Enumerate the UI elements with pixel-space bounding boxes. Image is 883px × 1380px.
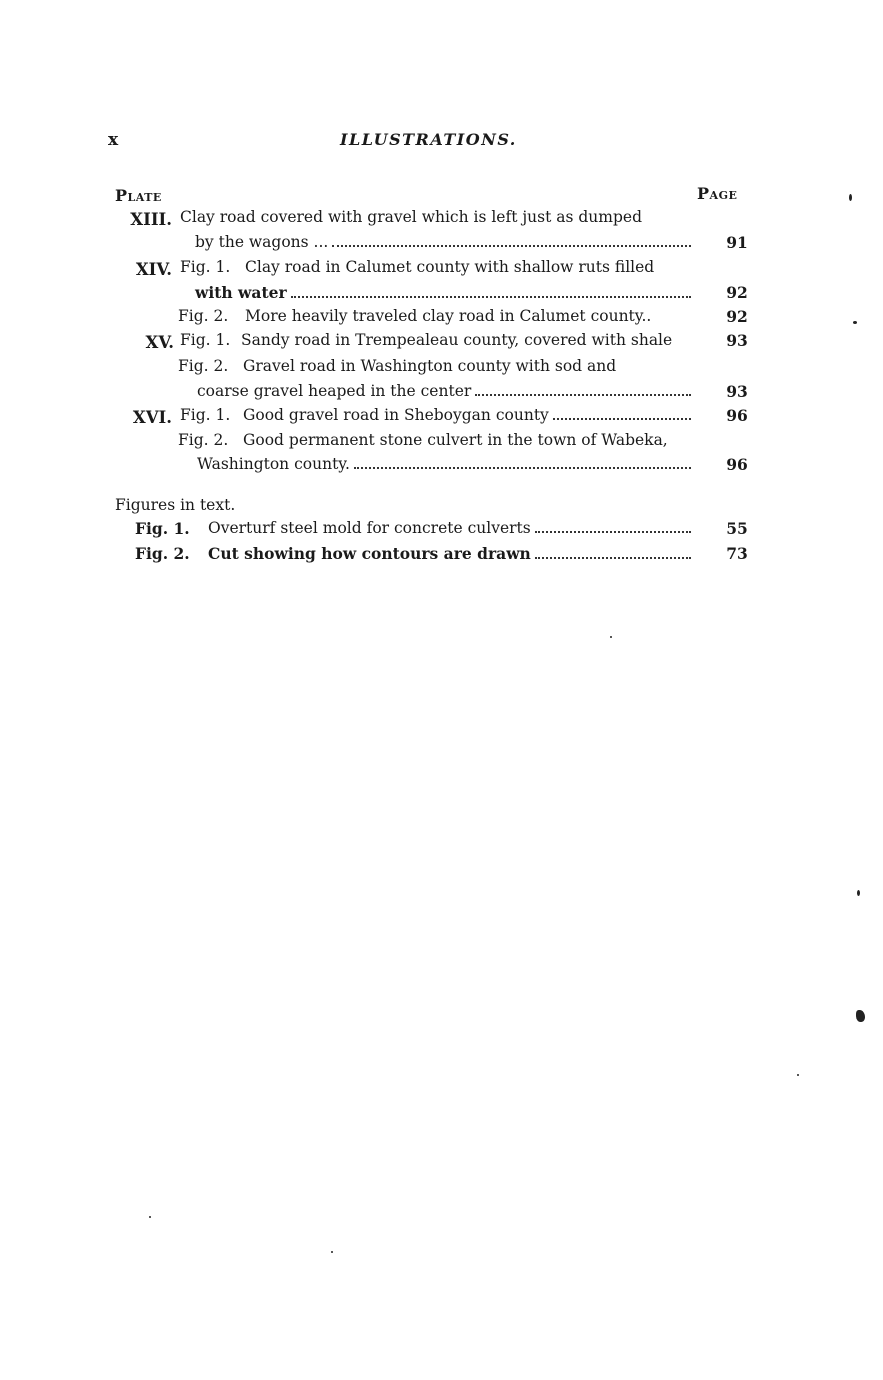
toc-line [243,357,695,379]
toc-line [178,307,238,329]
toc-line [178,357,238,379]
entry-text: Washington county. [197,455,350,473]
toc-line [178,431,238,453]
toc-line [180,208,695,230]
toc-line [243,406,695,428]
entry-text: coarse gravel heaped in the center [197,382,472,400]
entry-text: by the wagons ... [195,233,329,251]
plate-numeral: XIV. [135,260,172,279]
page-number: 55 [726,519,748,538]
toc-line [241,331,695,353]
toc-line [245,258,695,280]
dot-leader [553,418,691,420]
figure-label: Fig. 2. [178,307,229,325]
entry-text: Good gravel road in Sheboygan county [243,406,549,424]
entry-text: Overturf steel mold for concrete culverts [208,519,531,537]
toc-line [245,307,695,329]
toc-line [135,519,205,541]
scan-speck [857,890,860,896]
toc-line [197,455,695,477]
entry-text: Clay road in Calumet county with shallow ruts filled [245,258,655,276]
dot-leader [475,394,691,396]
dot-leader [535,531,691,533]
scan-speck [331,1251,333,1253]
entry-text: Good permanent stone culvert in the town of Wabeka, [243,431,668,449]
figure-label: Fig. 2. [178,431,229,449]
plate-column-heading: Plate [115,186,162,205]
toc-line [195,283,695,305]
page-number: 91 [726,233,748,252]
running-title: ILLUSTRATIONS. [340,130,517,149]
page-number: 73 [726,544,748,563]
figure-label: Fig. 1. [180,258,231,276]
scan-speck [149,1216,151,1218]
scan-speck [797,1074,799,1076]
entry-text: Cut showing how contours are drawn [208,544,531,563]
entry-text: Clay road covered with gravel which is left just as dumped [180,208,642,226]
entry-text: More heavily traveled clay road in Calumet county.. [245,307,652,325]
plate-numeral: XV. [145,333,174,352]
scan-speck [853,321,857,324]
page-number: 93 [726,331,748,350]
figure-label: Fig. 1. [180,406,231,424]
page-folio: x [108,130,119,150]
dot-leader [535,557,691,559]
entry-text: Sandy road in Trempealeau county, covered with shale [241,331,673,349]
page-number: 92 [726,283,748,302]
page-column-heading: Page [697,184,738,203]
scan-speck [856,1010,865,1022]
toc-line [195,233,695,255]
toc-line [135,544,205,566]
plate-numeral: XIII. [130,210,172,229]
toc-line [243,431,695,453]
figure-label: Fig. 1. [135,519,190,538]
toc-line [208,519,695,541]
toc-line [208,544,695,566]
figure-label: Fig. 2. [135,544,190,563]
figure-label: Fig. 2. [178,357,229,375]
toc-line [180,258,240,280]
page-number: 92 [726,307,748,326]
scan-speck [849,194,852,201]
page-number: 93 [726,382,748,401]
toc-line [197,382,695,404]
scan-speck [610,636,612,638]
figures-in-text-heading: Figures in text. [115,496,236,514]
dot-leader [332,245,691,247]
dot-leader [354,467,691,469]
page-number: 96 [726,455,748,474]
figure-label: Fig. 1. [180,331,231,349]
toc-line [180,331,240,353]
toc-line [180,406,240,428]
page-number: 96 [726,406,748,425]
entry-text: Gravel road in Washington county with sod and [243,357,617,375]
plate-numeral: XVI. [132,408,172,427]
entry-text: with water [195,283,287,302]
dot-leader [291,296,691,298]
